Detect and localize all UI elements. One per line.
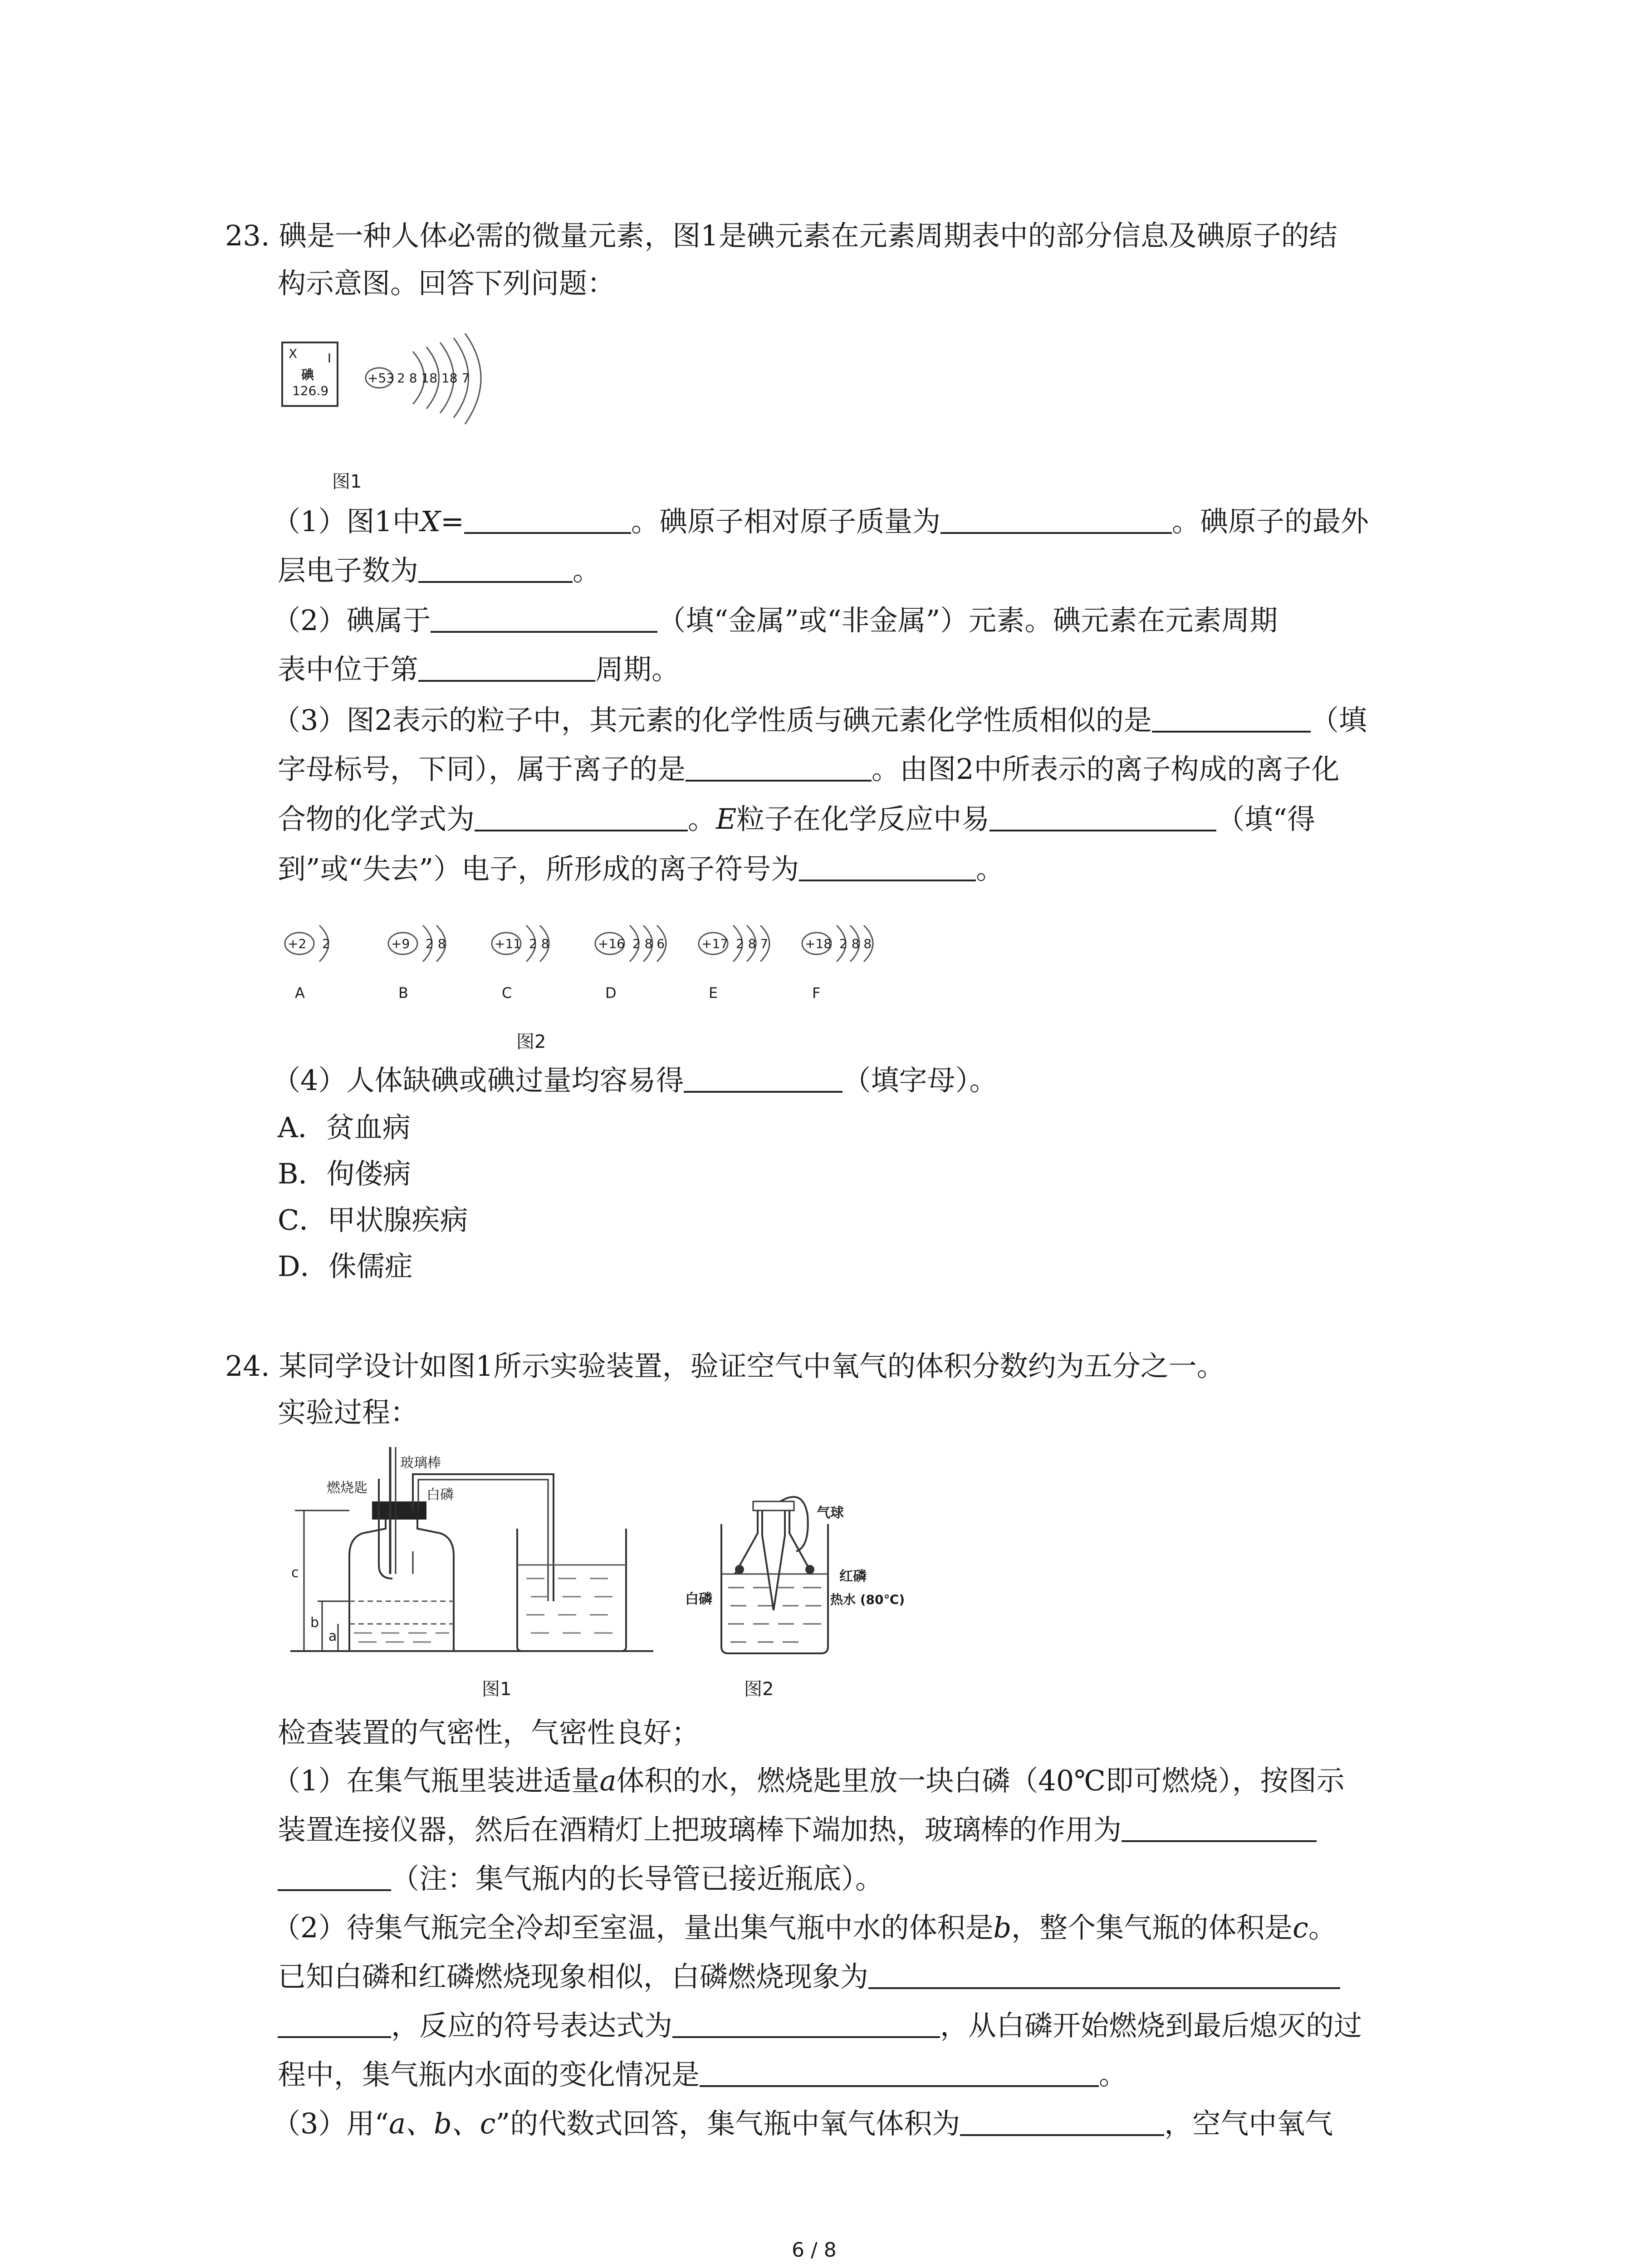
- label-hot-water: 热水 (80℃): [830, 1592, 905, 1607]
- label-c: c: [291, 1565, 299, 1581]
- particle-d-nucleus: +16: [598, 936, 625, 951]
- q24-stem-line1: 24. 某同学设计如图1所示实验装置，验证空气中氧气的体积分数约为五分之一。: [225, 1349, 1225, 1383]
- q24-step2-line3: ，反应的符号表达式为 ，从白磷开始燃烧到最后熄灭的过: [278, 2008, 1362, 2044]
- q24-figure2-caption: 图2: [744, 1679, 774, 1700]
- particle-d-shells: 2 8 6: [632, 936, 665, 951]
- answer-blank-ion-symbol[interactable]: [799, 851, 976, 881]
- answer-blank-phenomenon-cont[interactable]: [278, 2008, 391, 2038]
- element-card-symbol: I: [327, 351, 331, 366]
- q23-option-c[interactable]: C．甲状腺疾病: [278, 1203, 468, 1237]
- answer-blank-disease[interactable]: [684, 1063, 843, 1093]
- iodine-atom-diagram: [363, 333, 499, 442]
- element-card-x: X: [289, 346, 298, 361]
- q23-part2-line1: （2）碘属于 （填“金属”或“非金属”）元素。碘元素在元素周期: [272, 604, 1278, 637]
- label-white-phosphorus: 白磷: [426, 1487, 454, 1503]
- q24-figure1: [281, 1438, 667, 1665]
- particle-f: [798, 916, 898, 1016]
- particle-a-shells: 2: [322, 936, 330, 951]
- particle-e-nucleus: +17: [701, 936, 729, 951]
- answer-blank-outer-electrons[interactable]: [418, 553, 573, 583]
- q24-step3-line1: （3）用“a、b、c”的代数式回答，集气瓶中氧气体积为 ，空气中氧气: [272, 2107, 1333, 2140]
- q23-option-b[interactable]: B．佝偻病: [278, 1157, 411, 1190]
- particle-f-label: F: [812, 984, 821, 1002]
- label-white-phosphorus-2: 白磷: [685, 1591, 712, 1607]
- particle-b: [385, 916, 485, 1016]
- q23-part3-line3: 合物的化学式为 。E粒子在化学反应中易 （填“得: [278, 802, 1316, 836]
- q24-step1-line2: 装置连接仪器，然后在酒精灯上把玻璃棒下端加热，玻璃棒的作用为: [278, 1812, 1317, 1848]
- q23-part3-line4: 到”或“失去”）电子，所形成的离子符号为 。: [278, 852, 1004, 885]
- label-red-phosphorus: 红磷: [839, 1569, 867, 1584]
- iodine-shell-electrons: 2 8 18 18 7: [397, 371, 470, 386]
- particle-a: [281, 916, 381, 1016]
- label-b: b: [310, 1615, 319, 1631]
- particle-c-nucleus: +11: [495, 936, 522, 951]
- q23-part4-line: （4）人体缺碘或碘过量均容易得 （填字母）。: [272, 1064, 998, 1097]
- particle-e: [695, 916, 795, 1016]
- particle-d: [592, 916, 691, 1016]
- particle-b-nucleus: +9: [391, 936, 410, 951]
- q23-figure1: [281, 333, 472, 442]
- element-card-mass: 126.9: [292, 383, 329, 398]
- answer-blank-formula[interactable]: [475, 802, 688, 831]
- answer-blank-ion[interactable]: [686, 752, 872, 782]
- q24-step2-line1: （2）待集气瓶完全冷却至室温，量出集气瓶中水的体积是b，整个集气瓶的体积是c。: [272, 1911, 1337, 1944]
- particle-f-nucleus: +18: [805, 936, 832, 951]
- answer-blank-phenomenon[interactable]: [868, 1959, 1340, 1989]
- answer-blank-water-change[interactable]: [700, 2057, 1099, 2087]
- label-glass-rod: 玻璃棒: [400, 1455, 441, 1471]
- q23-part3-line2: 字母标号，下同），属于离子的是 。由图2中所表示的离子构成的离子化: [278, 753, 1340, 786]
- particle-b-label: B: [398, 984, 408, 1002]
- q23-part3-line1: （3）图2表示的粒子中，其元素的化学性质与碘元素化学性质相似的是 （填: [272, 704, 1367, 737]
- element-card: [281, 342, 338, 407]
- burning-comparison-diagram: [685, 1497, 921, 1660]
- particle-c-shells: 2 8: [529, 936, 549, 951]
- page-number: 6 / 8: [792, 2239, 837, 2262]
- particle-e-label: E: [709, 984, 718, 1002]
- particle-c-label: C: [502, 984, 512, 1002]
- particle-d-label: D: [605, 984, 617, 1002]
- apparatus-diagram: [281, 1438, 667, 1665]
- answer-blank-relative-mass[interactable]: [941, 504, 1172, 534]
- q24-step1-line3: （注：集气瓶内的长导管已接近瓶底）。: [278, 1861, 883, 1897]
- particle-c: [488, 916, 588, 1016]
- answer-blank-rod-purpose-cont[interactable]: [278, 1861, 391, 1891]
- q23-part1-line2: 层电子数为 。: [278, 554, 601, 587]
- iodine-nucleus-label: +53: [367, 371, 395, 386]
- q23-stem-line2: 构示意图。回答下列问题：: [278, 267, 616, 300]
- q24-stem-line2: 实验过程：: [278, 1396, 419, 1429]
- q24-step2-line4: 程中，集气瓶内水面的变化情况是 。: [278, 2058, 1127, 2091]
- q24-step1-line1: （1）在集气瓶里装进适量a体积的水，燃烧匙里放一块白磷（40℃即可燃烧），按图示: [272, 1764, 1345, 1797]
- q24-figure2: [685, 1497, 921, 1660]
- answer-blank-rod-purpose[interactable]: [1122, 1812, 1317, 1842]
- q23-part1-line1: （1）图1中X= 。碘原子相对原子质量为 。碘原子的最外: [272, 505, 1369, 538]
- q24-figure1-caption: 图1: [482, 1679, 512, 1700]
- label-balloon: 气球: [817, 1505, 844, 1521]
- q23-option-a[interactable]: A．贫血病: [278, 1111, 411, 1144]
- q23-option-d[interactable]: D．侏儒症: [278, 1250, 413, 1283]
- particle-f-shells: 2 8 8: [839, 936, 872, 951]
- particle-b-shells: 2 8: [426, 936, 446, 951]
- answer-blank-similar[interactable]: [1152, 703, 1311, 733]
- q24-step2-line2: 已知白磷和红磷燃烧现象相似，白磷燃烧现象为: [278, 1959, 1340, 1995]
- answer-blank-equation[interactable]: [672, 2008, 940, 2038]
- q23-figure2: [281, 916, 871, 1016]
- answer-blank-period[interactable]: [418, 652, 595, 682]
- particle-a-nucleus: +2: [288, 936, 307, 951]
- particle-e-shells: 2 8 7: [736, 936, 769, 951]
- answer-blank-oxygen-volume[interactable]: [960, 2106, 1164, 2136]
- q23-figure1-caption: 图1: [332, 471, 362, 492]
- answer-blank-metal-type[interactable]: [431, 603, 657, 633]
- label-spoon: 燃烧匙: [327, 1480, 367, 1496]
- particle-a-label: A: [295, 984, 305, 1002]
- answer-blank-gain-lose[interactable]: [989, 802, 1216, 831]
- q23-stem-line1: 23. 碘是一种人体必需的微量元素，图1是碘元素在元素周期表中的部分信息及碘原子的结: [225, 219, 1337, 252]
- q23-part2-line2: 表中位于第 周期。: [278, 653, 680, 686]
- q23-figure2-caption: 图2: [516, 1031, 546, 1052]
- answer-blank-x[interactable]: [464, 504, 631, 534]
- label-a: a: [328, 1628, 337, 1644]
- element-card-name: 碘: [301, 367, 314, 382]
- q24-check-line: 检查装置的气密性，气密性良好；: [278, 1716, 700, 1749]
